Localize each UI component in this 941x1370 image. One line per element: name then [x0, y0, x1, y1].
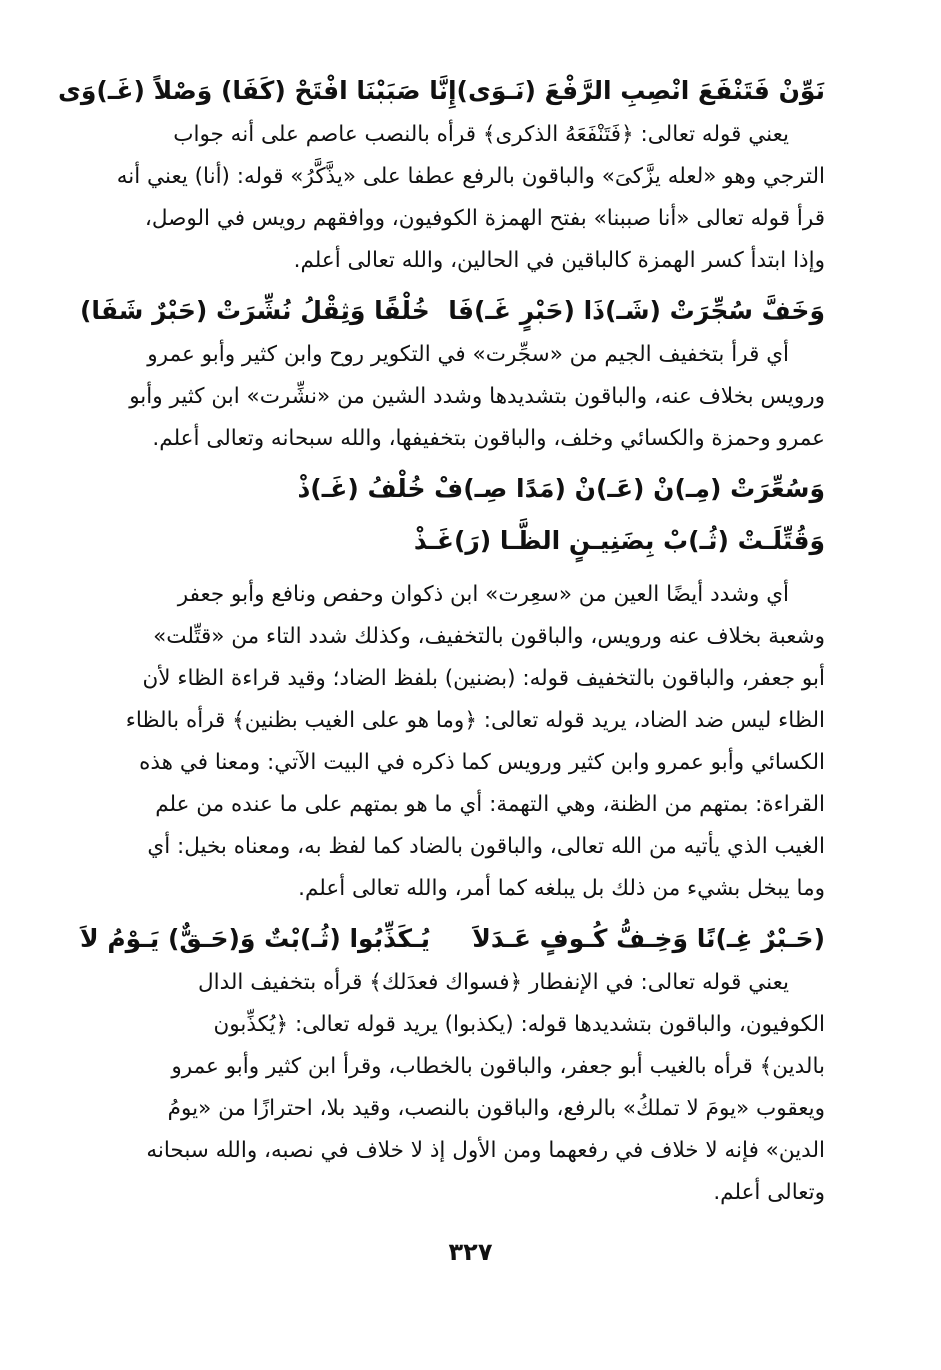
text-line: قرأ قوله تعالى «أنا صببنا» بفتح الهمزة الكوفيون، ووافقهم رويس في الوصل، [144, 206, 825, 231]
text-line: الغيب الذي يأتيه من الله تعالى، والباقون بالضاد كما لفظ به، ومعناه بخيل: أي [147, 834, 825, 859]
text-line: الكسائي وأبو عمرو وابن كثير ورويس كما ذكره في البيت الآتي: ومعنا في هذه [139, 750, 825, 775]
verse-hemistich-right: وَخَفَّ سُجِّرَتْ (شَـ)ذَا (حَبْرٍ غَـ)فَا [448, 296, 825, 325]
verse-line [80, 288, 825, 334]
verse-line [57, 68, 825, 114]
text-line: بالدين﴾ قرأه بالغيب أبو جعفر، والباقون بالخطاب، وقرأ ابن كثير وأبو عمرو [171, 1054, 825, 1079]
page-number: ٣٢٧ [448, 1238, 493, 1266]
verse-hemistich-left: خُلْفًا وَثِقْلُ نُشِّرَتْ (حَبْرٌ شَفَا) [80, 296, 430, 325]
text-line: يعني قوله تعالى: في الإنفطار ﴿فسواك فعدَلك﴾ قرأه بتخفيف الدال [197, 970, 789, 995]
text-line: عمرو وحمزة والكسائي وخلف، والباقون بتخفيفها، والله سبحانه وتعالى أعلم. [152, 426, 825, 451]
verse-hemistich-right: (حَـبْرٌ غِـ)نًا وَخِـفُّ كُـوفٍ عَـدَلاَ [472, 924, 825, 953]
verse-hemistich-right: وَسُعِّرَتْ (مِـ)نْ (عَـ)نْ (مَدًا صِـ)فْ خُلْفُ (غَـ)ذْ [297, 474, 825, 503]
text-line: الدين» فإنه لا خلاف في رفعهما ومن الأول إذ لا خلاف في نصبه، والله سبحانه [146, 1138, 825, 1163]
verse-line [80, 518, 825, 564]
text-line: وشعبة بخلاف عنه ورويس، والباقون بالتخفيف، وكذلك شدد التاء من «قتِّلت» [153, 624, 825, 649]
text-line: أي قرأ بتخفيف الجيم من «سجِّرت» في التكوير روح وابن كثير وأبو عمرو [147, 342, 789, 367]
commentary-paragraph [80, 962, 825, 1214]
text-line: وتعالى أعلم. [713, 1180, 825, 1205]
text-line: الترجي وهو «لعله يزَّكىَ» والباقون بالرفع عطفا على «يذَّكَّرُ» قوله: (أنا) يعني أنه [116, 164, 825, 189]
verse-line [80, 466, 825, 512]
text-line: وإذا ابتدأ كسر الهمزة كالباقين في الحالين، والله تعالى أعلم. [293, 248, 825, 273]
text-line: ويعقوب «يومَ لا تملكُ» بالرفع، والباقون بالنصب، وقيد بلا، احترازًا من «يومُ [167, 1096, 825, 1121]
text-line: أبو جعفر، والباقون بالتخفيف قوله: (بضنين) بلفظ الضاد؛ وقيد قراءة الظاء لأن [142, 666, 825, 691]
verse-line [80, 916, 825, 962]
verse-hemistich-right: وَقُتِّلَـتْ (ثُـ)بْ بِضَنِيـنٍ الظَّـا (رَ)غَـذْ [413, 526, 825, 555]
text-line: القراءة: بمتهم من الظنة، وهي التهمة: أي ما هو بمتهم على ما عنده من علم [155, 792, 825, 817]
commentary-paragraph [80, 334, 825, 460]
text-line: ورويس بخلاف عنه، والباقون بتشديدها وشدد الشين من «نشِّرت» ابن كثير وأبو [129, 384, 825, 409]
verse-hemistich-right: نَوِّنْ فَتَنْفَعَ انْصِبِ الرَّفْعَ (نَـوَى) [456, 76, 825, 105]
text-line: يعني قوله تعالى: ﴿فَتَنْفَعَهُ الذكرى﴾ قرأه بالنصب عاصم على أنه جواب [173, 122, 789, 147]
text-line: وما يبخل بشيء من ذلك بل يبلغه كما أمر، والله تعالى أعلم. [298, 876, 825, 901]
commentary-paragraph [80, 114, 825, 282]
text-line: الظاء ليس ضد الضاد، يريد قوله تعالى: ﴿وما هو على الغيب بظنين﴾ قرأه بالظاء [125, 708, 825, 733]
verse-hemistich-left: يُـكَذِّبُوا (ثُـ)بْتٌ وَ(حَـقٌّ) يَـوْمُ لاَ [80, 924, 431, 953]
page-body [57, 68, 825, 1214]
verse-hemistich-left: إِنَّا صَبَبْنَا افْتَحْ (كَفَا) وَصْلاً (غَـ)وَى [57, 76, 457, 105]
text-line: أي وشدد أيضًا العين من «سعِرت» ابن ذكوان وحفص ونافع وأبو جعفر [177, 582, 789, 607]
text-line: الكوفيون، والباقون بتشديدها قوله: (يكذبوا) يريد قوله تعالى: ﴿يُكذِّبون [213, 1012, 825, 1037]
commentary-paragraph [80, 574, 825, 910]
